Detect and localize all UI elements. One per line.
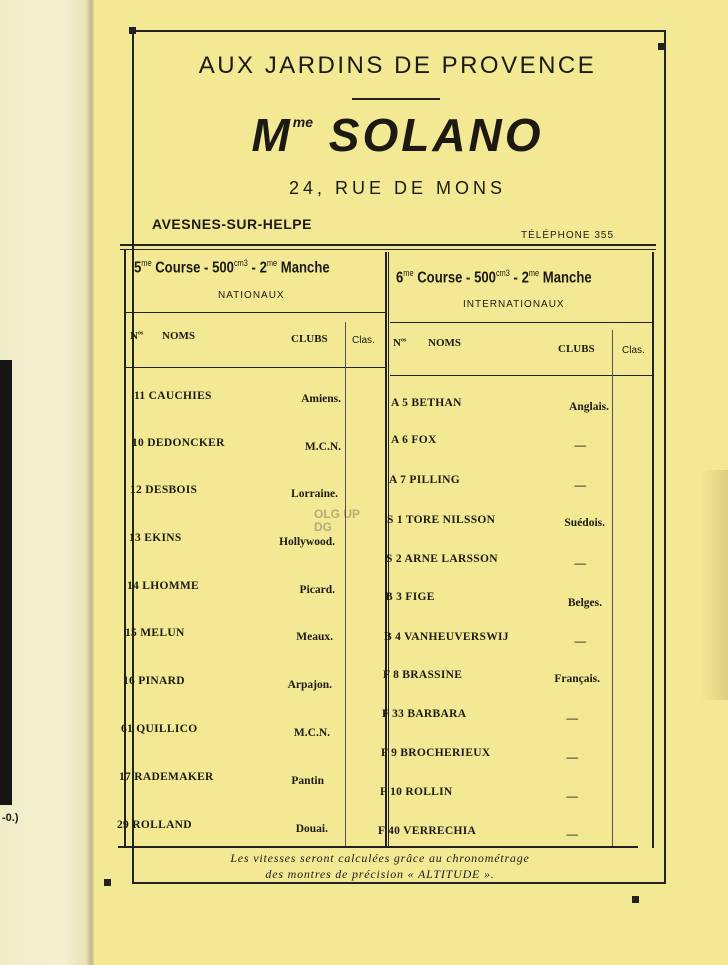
race6-rider-club: Suédois.: [564, 517, 605, 529]
race5-rider-name: 14 LHOMME: [127, 580, 200, 592]
frame-corner: [129, 27, 136, 34]
owner-name: [150, 108, 645, 162]
race5-col-clas: Clas.: [352, 335, 375, 346]
race6-category: INTERNATIONAUX: [463, 299, 565, 310]
race6-col-number: $N^{os}$: [393, 337, 407, 349]
race5-rider-club: Arpajon.: [287, 679, 332, 691]
race5-rider-name: 12 DESBOIS: [130, 484, 198, 496]
library-stamp: OLG UP DG: [314, 507, 360, 534]
race6-rider-club: —: [566, 752, 578, 764]
frame-corner: [632, 896, 639, 903]
frame-corner: [104, 879, 111, 886]
race5-rider-name: 11 CAUCHIES: [134, 390, 212, 402]
race5-rider-club: Pantin: [291, 775, 324, 787]
race6-rider-name: B 4 VANHEUVERSWIJ: [384, 631, 509, 643]
title-rule: [352, 98, 440, 100]
owner-prefix: M: [251, 109, 293, 161]
race6-rider-name: F 9 BROCHERIEUX: [381, 747, 491, 759]
race5-rider-club: Lorraine.: [291, 488, 338, 500]
race6-rider-name: S 2 ARNE LARSSON: [386, 553, 498, 565]
race6-clas-rule: [612, 330, 613, 846]
address: 24, RUE DE MONS: [288, 178, 507, 198]
table-top-rule: [120, 244, 656, 246]
race6-rider-club: —: [566, 791, 578, 803]
race5-header-rule: [126, 312, 385, 313]
race6-col-clubs: CLUBS: [558, 343, 595, 355]
race5-rider-club: Amiens.: [301, 393, 341, 405]
race6-rider-name: F 40 VERRECHIA: [378, 825, 477, 837]
race5-col-names: NOMS: [162, 330, 195, 342]
race6-rider-name: S 1 TORE NILSSON: [387, 514, 496, 526]
page-edge-shadow: [700, 470, 728, 700]
race6-col-clas: Clas.: [622, 345, 645, 356]
frame-corner: [658, 43, 665, 50]
footnote: [150, 850, 610, 882]
race5-rider-name: 10 DEDONCKER: [132, 437, 225, 449]
race5-category: NATIONAUX: [218, 290, 285, 301]
race6-rider-club: —: [574, 636, 586, 648]
table-top-rule-thin: [120, 249, 656, 250]
race5-clas-rule: [345, 322, 346, 846]
race6-rider-name: B 3 FIGE: [385, 591, 435, 603]
race6-rider-name: F 8 BRASSINE: [383, 669, 463, 681]
phone: TÉLÉPHONE 355: [521, 230, 615, 241]
race6-rider-name: A 5 BETHAN: [391, 397, 462, 409]
race6-header-rule: [390, 322, 652, 323]
race5-rider-name: 29 ROLLAND: [117, 819, 192, 831]
race6-rider-name: A 7 PILLING: [389, 474, 461, 486]
race6-rider-club: Français.: [554, 673, 600, 685]
race6-rider-club: —: [574, 558, 586, 570]
race5-rider-name: 15 MELUN: [125, 627, 185, 639]
race5-title: $5^{me}$ Course - $500^{cm3} - 2^{me}$ Manche: [134, 258, 330, 277]
race5-rider-club: M.C.N.: [304, 441, 341, 453]
table-left-rule: [124, 250, 126, 846]
race5-colhead-rule: [126, 367, 385, 368]
race6-rider-name: F 10 ROLLIN: [380, 786, 453, 798]
race6-title: $6^{me}$ Course - $500^{cm3} - 2^{me}$ Manche: [396, 268, 592, 287]
race5-col-number: $N^{os}$: [130, 330, 144, 342]
race5-rider-name: 61 QUILLICO: [121, 723, 198, 735]
race5-rider-club: Meaux.: [296, 631, 333, 643]
race5-rider-club: M.C.N.: [293, 727, 330, 739]
race6-rider-club: —: [574, 480, 586, 492]
race5-rider-club: Picard.: [299, 584, 335, 596]
city: AVESNES-SUR-HELPE: [152, 216, 312, 232]
race6-rider-club: —: [566, 713, 578, 725]
race6-rider-name: F 33 BARBARA: [382, 708, 467, 720]
race6-rider-club: —: [566, 829, 578, 841]
race5-rider-name: 16 PINARD: [123, 675, 185, 687]
race5-rider-club: Douai.: [295, 823, 328, 835]
table-bottom-rule: [118, 846, 638, 848]
race5-rider-name: 17 RADEMAKER: [119, 771, 214, 783]
race5-rider-club: Hollywood.: [279, 536, 335, 548]
race6-rider-club: Anglais.: [569, 401, 609, 413]
facing-page-fragment: -0.): [2, 812, 19, 824]
facing-page-black-bar: [0, 360, 12, 805]
race6-col-names: NOMS: [428, 337, 461, 349]
race6-rider-club: Belges.: [567, 597, 602, 609]
owner-prefix-sup: me: [292, 114, 313, 130]
table-right-rule: [652, 252, 654, 848]
race5-col-clubs: CLUBS: [291, 333, 328, 345]
footnote-line-2: des montres de précision « ALTITUDE ».: [265, 867, 495, 881]
race5-rider-name: 13 EKINS: [129, 532, 182, 544]
shop-name: AUX JARDINS DE PROVENCE: [198, 52, 597, 79]
owner-surname: SOLANO: [328, 109, 544, 161]
race6-rider-club: —: [574, 440, 586, 452]
race6-rider-name: A 6 FOX: [391, 434, 437, 446]
footnote-line-1: Les vitesses seront calculées grâce au chronométrage: [230, 851, 530, 865]
